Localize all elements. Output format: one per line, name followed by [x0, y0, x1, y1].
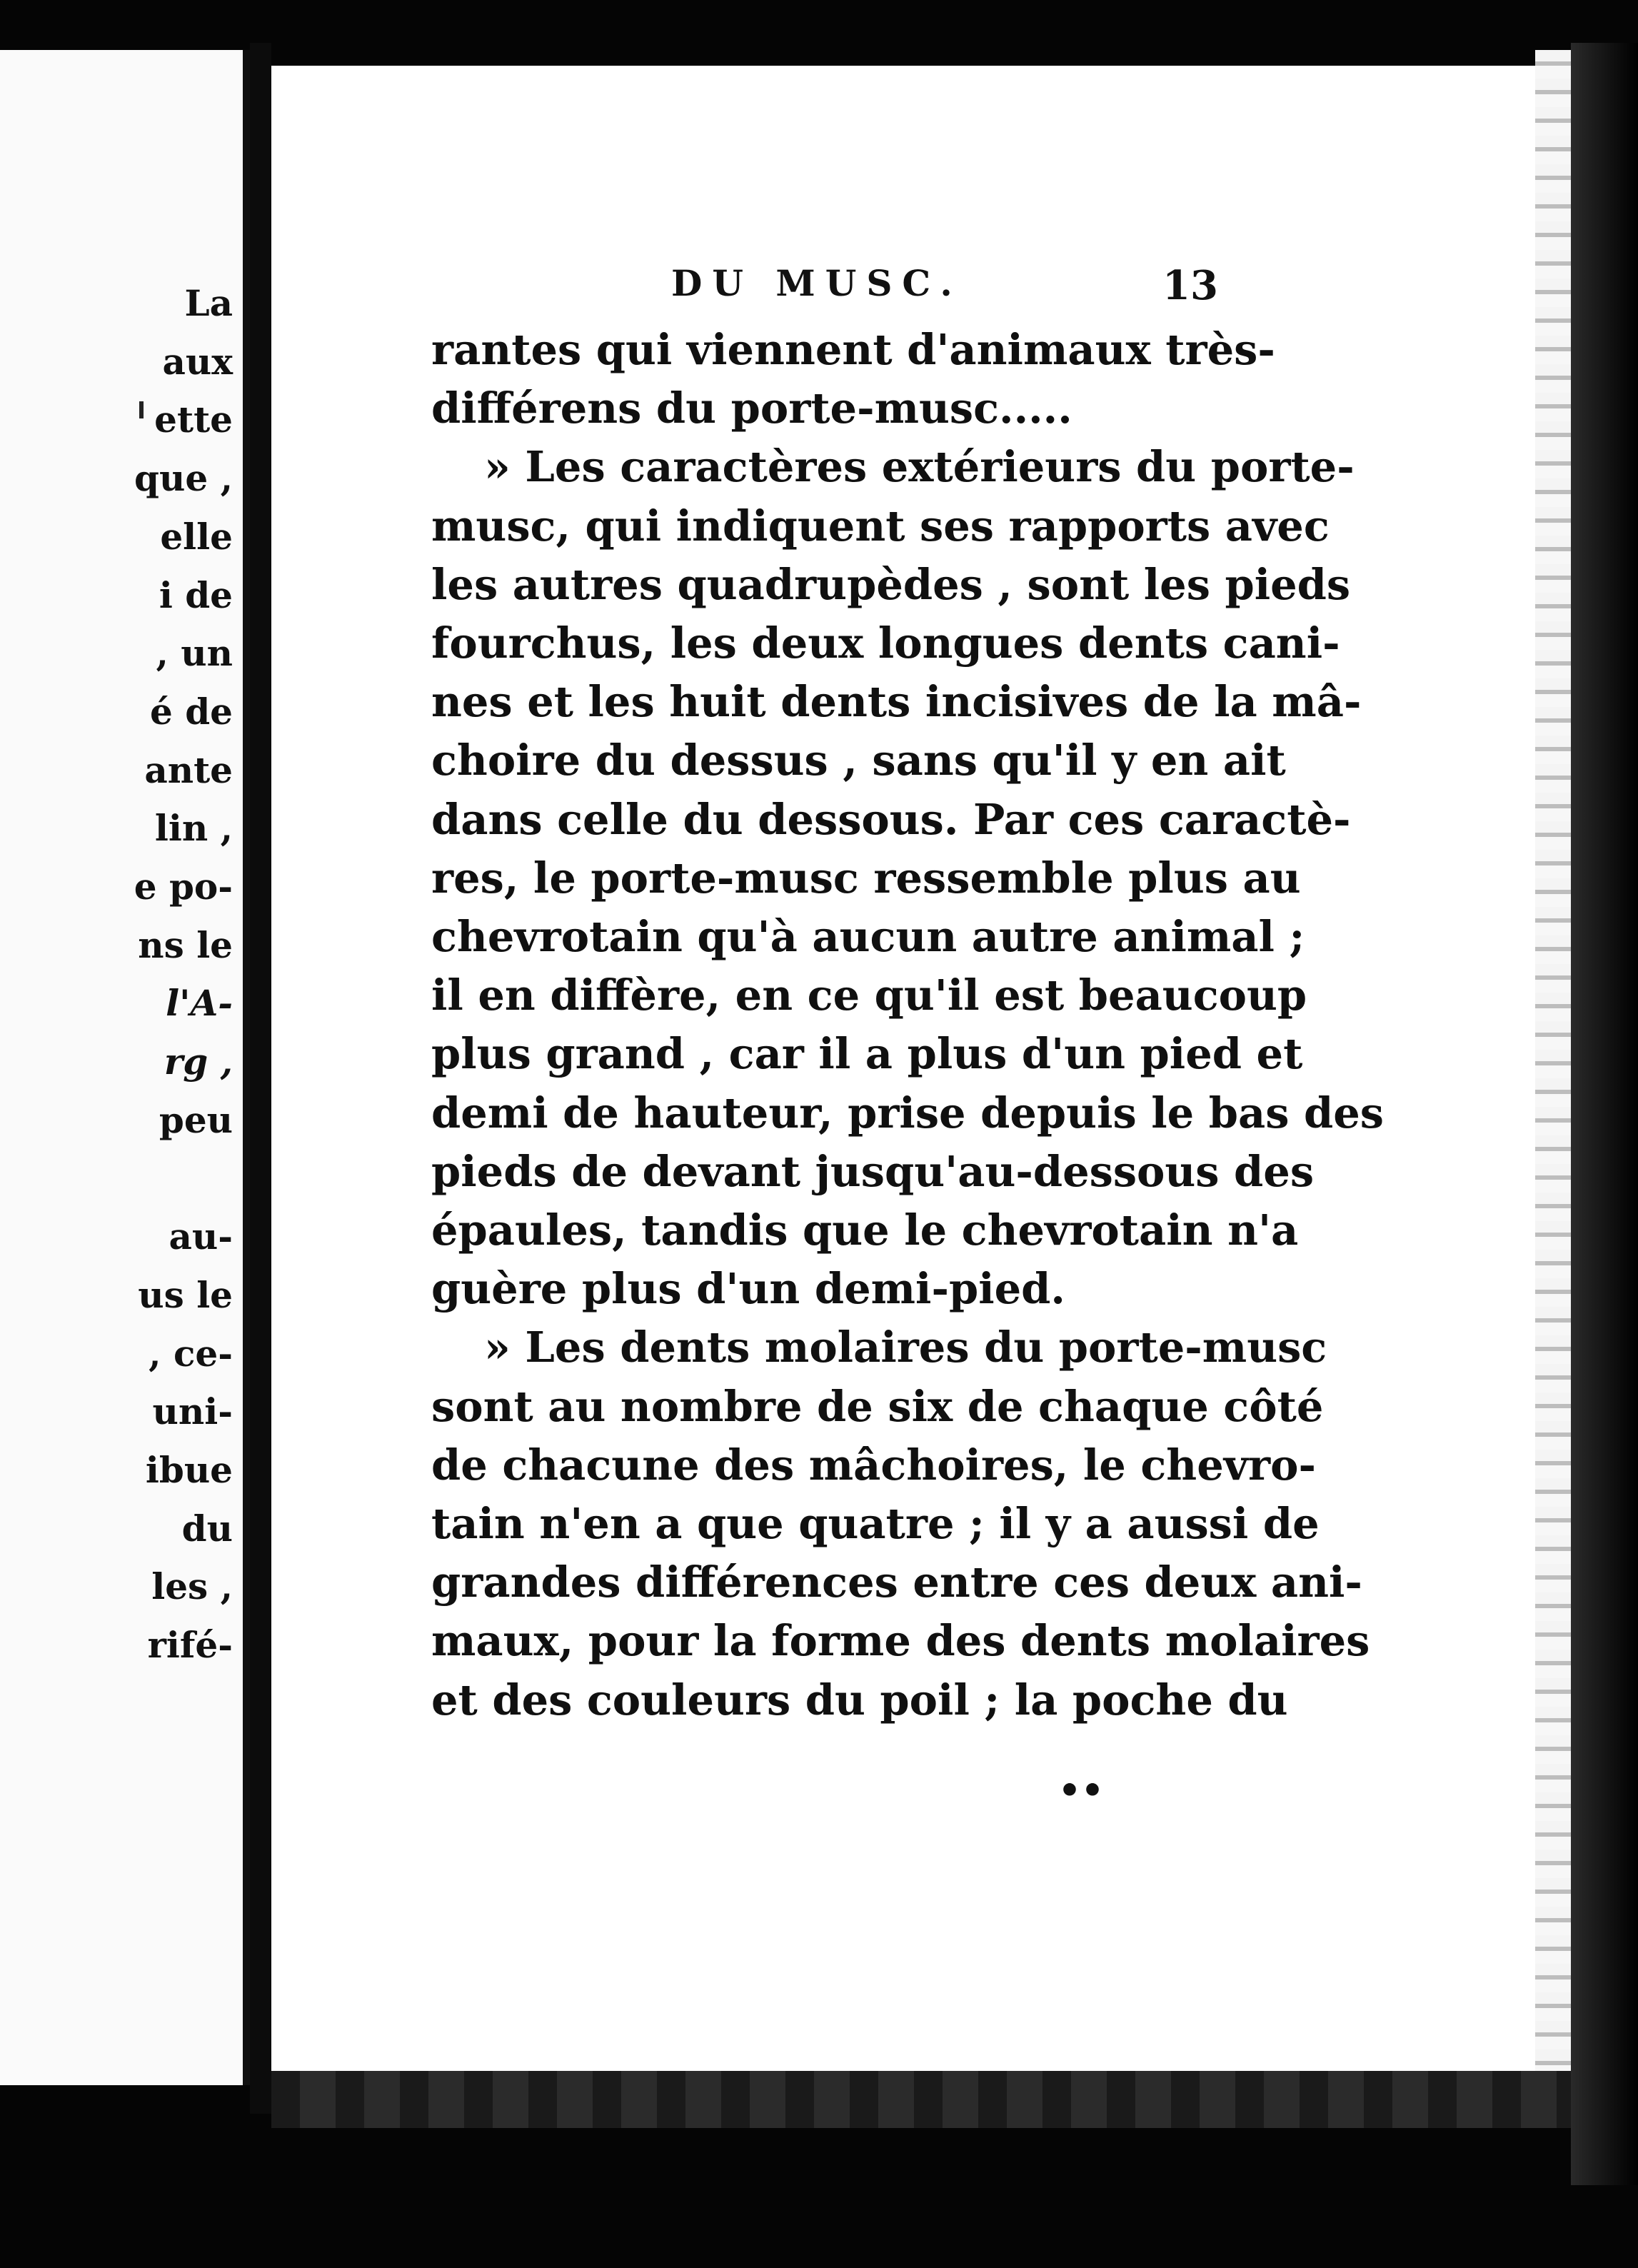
left-page-line: , ce- — [149, 1332, 233, 1375]
text-line: chevrotain qu'à aucun autre animal ; — [431, 912, 1305, 961]
book-gutter — [250, 43, 271, 2114]
text-line: pieds de devant jusqu'au-dessous des — [431, 1146, 1315, 1196]
left-page-line: peu — [159, 1098, 233, 1141]
ink-mark — [139, 401, 144, 418]
text-line: il en diffère, en ce qu'il est beaucoup — [431, 970, 1307, 1020]
text-line: grandes différences entre ces deux ani- — [431, 1557, 1362, 1607]
left-page-line: lin , — [154, 807, 233, 850]
left-page-line: e po- — [134, 865, 233, 908]
left-page-line: La — [184, 282, 233, 324]
text-line: » Les dents molaires du porte-musc — [484, 1323, 1327, 1373]
text-line: les autres quadrupèdes , sont les pieds — [431, 559, 1351, 609]
text-line: » Les caractères extérieurs du porte- — [484, 442, 1355, 492]
text-line: tain n'en a que quatre ; il y a aussi de — [431, 1499, 1320, 1548]
left-page-line: ibue — [145, 1449, 233, 1491]
deckled-page-edge — [1535, 50, 1571, 2121]
scan-background-edge — [1571, 43, 1638, 2185]
signature-mark: •• — [1058, 1769, 1104, 1811]
text-line: sont au nombre de six de chaque côté — [431, 1381, 1324, 1431]
left-page-line: rifé- — [147, 1624, 233, 1667]
text-line: demi de hauteur, prise depuis le bas des — [431, 1088, 1384, 1138]
text-line: et des couleurs du poil ; la poche du — [431, 1675, 1288, 1725]
running-header: DU MUSC. — [671, 262, 963, 304]
text-line: musc, qui indiquent ses rapports avec — [431, 501, 1330, 551]
left-facing-page — [0, 50, 250, 2085]
left-page-line: aux — [162, 340, 233, 383]
left-page-line: é de — [150, 690, 233, 733]
text-line: nes et les huit dents incisives de la mâ- — [431, 677, 1362, 727]
left-page-line: ette — [154, 398, 233, 441]
text-line: rantes qui viennent d'animaux très- — [431, 325, 1275, 374]
text-line: choire du dessus , sans qu'il y en ait — [431, 736, 1286, 786]
left-page-line: ns le — [138, 923, 233, 966]
text-line: plus grand , car il a plus d'un pied et — [431, 1029, 1303, 1079]
text-line: dans celle du dessous. Par ces caractè- — [431, 794, 1351, 844]
text-line: guère plus d'un demi-pied. — [431, 1264, 1065, 1314]
text-line: maux, pour la forme des dents molaires — [431, 1616, 1370, 1666]
left-page-line: au- — [169, 1215, 233, 1258]
left-page-line: rg , — [164, 1040, 233, 1083]
left-page-line: que , — [134, 457, 233, 500]
left-page-line: , un — [156, 632, 233, 675]
left-page-line: les , — [151, 1565, 233, 1608]
text-line: res, le porte-musc ressemble plus au — [431, 853, 1301, 903]
text-line: de chacune des mâchoires, le chevro- — [431, 1440, 1316, 1490]
page-number: 13 — [1162, 262, 1218, 309]
text-line: épaules, tandis que le chevrotain n'a — [431, 1205, 1299, 1255]
left-page-line: ante — [144, 748, 233, 791]
left-page-line: us le — [138, 1273, 233, 1316]
left-page-line: uni- — [152, 1390, 233, 1433]
left-page-line: i de — [159, 573, 233, 616]
text-line: fourchus, les deux longues dents cani- — [431, 618, 1340, 668]
left-page-line: elle — [160, 515, 233, 558]
page-bottom-edge — [271, 2071, 1571, 2128]
left-page-line: du — [181, 1507, 233, 1550]
left-page-line: l'A- — [166, 982, 233, 1025]
text-line: différens du porte-musc..... — [431, 383, 1072, 433]
